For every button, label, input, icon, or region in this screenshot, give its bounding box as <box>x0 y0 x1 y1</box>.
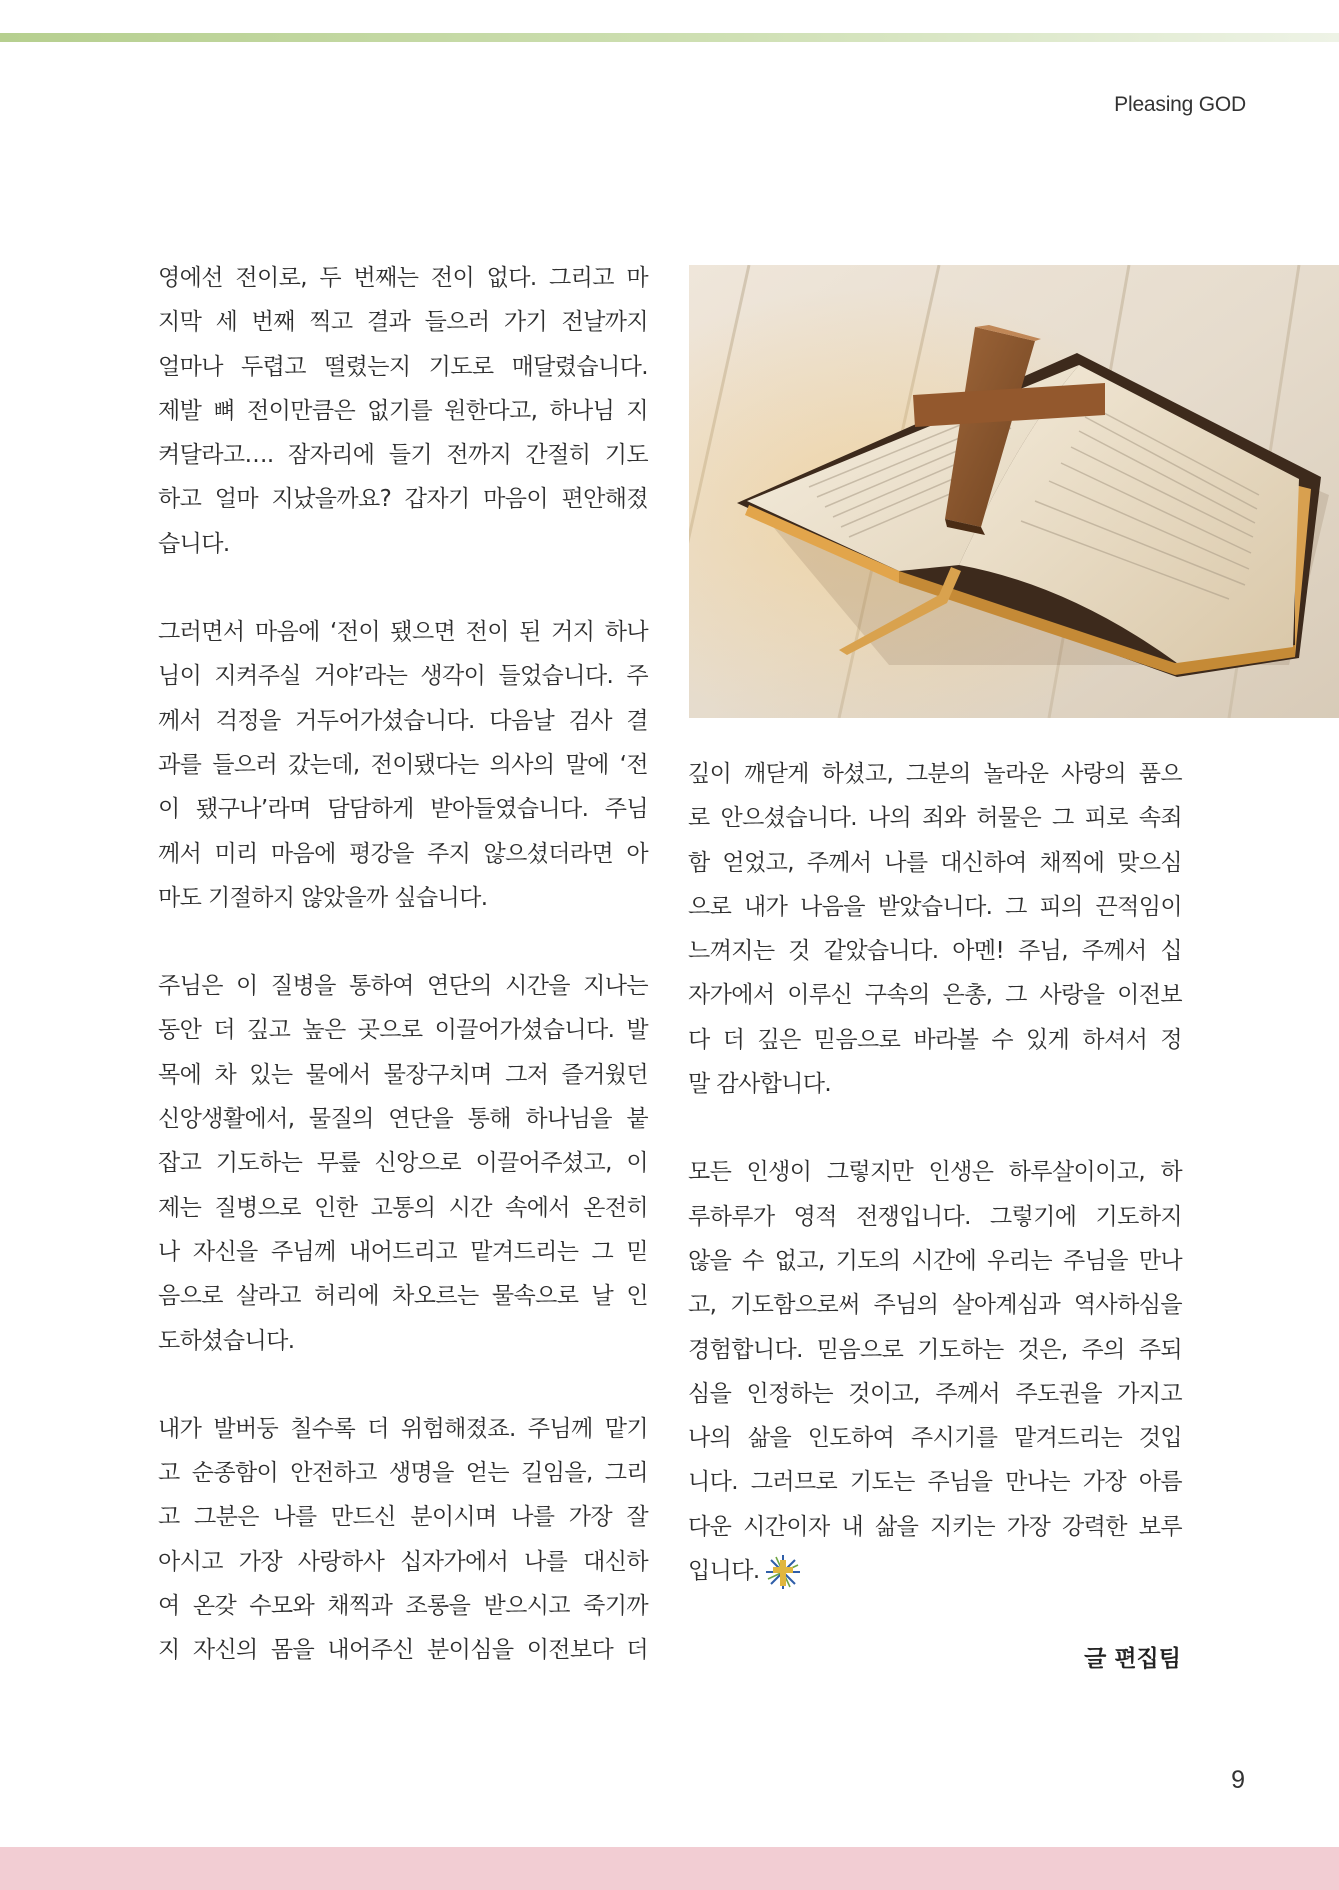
text-line: 나 자신을 주님께 내어드리고 맡겨드리는 그 믿 <box>158 1238 648 1265</box>
text-line: 고 순종함이 안전하고 생명을 얻는 길임을, 그리 <box>158 1460 648 1487</box>
text-line: 께서 미리 마음에 평강을 주지 않으셨더라면 아 <box>158 840 648 867</box>
paragraph <box>158 964 648 1363</box>
text-line: 제는 질병으로 인한 고통의 시간 속에서 온전히 <box>158 1194 648 1221</box>
bottom-accent-band <box>0 1847 1339 1890</box>
text-line: 켜달라고…. 잠자리에 들기 전까지 간절히 기도 <box>158 442 648 469</box>
text-line: 하고 얼마 지났을까요? 갑자기 마음이 편안해졌 <box>158 486 648 513</box>
text-line: 나의 삶을 인도하여 주시기를 맡겨드리는 것입 <box>688 1425 1182 1452</box>
text-line: 그러면서 마음에 ‘전이 됐으면 전이 된 거지 하나 <box>158 619 648 646</box>
text-line: 아시고 가장 사랑하사 십자가에서 나를 대신하 <box>158 1548 648 1575</box>
text-line: 루하루가 영적 전쟁입니다. 그렇기에 기도하지 <box>688 1203 1182 1230</box>
left-column <box>158 256 648 1717</box>
final-text: 입니다. <box>688 1558 760 1585</box>
text-line: 느껴지는 것 같았습니다. 아멘! 주님, 주께서 십 <box>688 938 1182 965</box>
paragraph <box>158 256 648 566</box>
text-line: 깊이 깨닫게 하셨고, 그분의 놀라운 사랑의 품으 <box>688 761 1182 787</box>
text-line: 경험합니다. 믿음으로 기도하는 것은, 주의 주되 <box>688 1336 1182 1363</box>
text-line-final <box>688 1549 1182 1593</box>
author-credit: 글 편집팀 <box>1084 1646 1181 1672</box>
text-line: 님이 지켜주실 거야’라는 생각이 들었습니다. 주 <box>158 663 648 690</box>
text-line: 얼마나 두렵고 떨렸는지 기도로 매달렸습니다. <box>158 353 648 380</box>
text-line: 여 온갖 수모와 채찍과 조롱을 받으시고 죽기까 <box>158 1593 648 1620</box>
text-line: 마도 기절하지 않았을까 싶습니다. <box>158 884 488 911</box>
paragraph <box>158 1407 648 1673</box>
right-column <box>688 752 1182 1637</box>
text-line: 주님은 이 질병을 통하여 연단의 시간을 지나는 <box>158 973 648 1000</box>
paragraph <box>688 1150 1182 1593</box>
text-line: 목에 차 있는 물에서 물장구치며 그저 즐거웠던 <box>158 1061 648 1088</box>
text-line: 모든 인생이 그렇지만 인생은 하루살이이고, 하 <box>688 1159 1182 1186</box>
text-line: 니다. 그러므로 기도는 주님을 만나는 가장 아름 <box>688 1469 1182 1496</box>
text-line: 도하셨습니다. <box>158 1327 295 1354</box>
text-line: 심을 인정하는 것이고, 주께서 주도권을 가지고 <box>688 1380 1182 1407</box>
text-line: 내가 발버둥 칠수록 더 위험해졌죠. 주님께 맡기 <box>158 1415 648 1442</box>
text-line: 지 자신의 몸을 내어주신 분이심을 이전보다 더 <box>158 1637 648 1664</box>
text-line: 다운 시간이자 내 삶을 지키는 가장 강력한 보루 <box>688 1513 1182 1540</box>
photo-illustration <box>689 265 1339 718</box>
text-line: 습니다. <box>158 530 230 557</box>
text-line: 음으로 살라고 허리에 차오르는 물속으로 날 인 <box>158 1283 648 1310</box>
text-line: 함 얻었고, 주께서 나를 대신하여 채찍에 맞으심 <box>688 849 1182 876</box>
text-line: 고 그분은 나를 만드신 분이시며 나를 가장 잘 <box>158 1504 648 1531</box>
bible-cross-photo <box>689 265 1339 718</box>
text-line: 말 감사합니다. <box>688 1071 832 1098</box>
text-line: 영에선 전이로, 두 번째는 전이 없다. 그리고 마 <box>158 265 648 291</box>
text-line: 잡고 기도하는 무릎 신앙으로 이끌어주셨고, 이 <box>158 1150 648 1177</box>
text-line: 과를 들으러 갔는데, 전이됐다는 의사의 말에 ‘전 <box>158 751 648 778</box>
text-line: 고, 기도함으로써 주님의 살아계심과 역사하심을 <box>688 1292 1182 1319</box>
paragraph <box>158 610 648 920</box>
text-line: 제발 뼈 전이만큼은 없기를 원한다고, 하나님 지 <box>158 397 648 424</box>
text-line: 지막 세 번째 찍고 결과 들으러 가기 전날까지 <box>158 309 648 336</box>
text-line: 동안 더 깊고 높은 곳으로 이끌어가셨습니다. 발 <box>158 1017 648 1044</box>
text-line: 신앙생활에서, 물질의 연단을 통해 하나님을 붙 <box>158 1106 648 1133</box>
text-line: 께서 걱정을 거두어가셨습니다. 다음날 검사 결 <box>158 707 648 734</box>
paragraph <box>688 752 1182 1106</box>
cross-ornament-icon <box>762 1551 804 1593</box>
page-number: 9 <box>1231 1766 1245 1794</box>
text-line: 다 더 깊은 믿음으로 바라볼 수 있게 하셔서 정 <box>688 1026 1182 1053</box>
text-line: 이 됐구나’라며 담담하게 받아들였습니다. 주님 <box>158 796 648 823</box>
text-line: 않을 수 없고, 기도의 시간에 우리는 주님을 만나 <box>688 1247 1182 1274</box>
text-line: 자가에서 이루신 구속의 은총, 그 사랑을 이전보 <box>688 982 1182 1009</box>
text-line: 으로 내가 나음을 받았습니다. 그 피의 끈적임이 <box>688 893 1182 920</box>
running-header: Pleasing GOD <box>1114 93 1246 116</box>
top-accent-bar <box>0 33 1339 42</box>
text-line: 로 안으셨습니다. 나의 죄와 허물은 그 피로 속죄 <box>688 805 1182 832</box>
